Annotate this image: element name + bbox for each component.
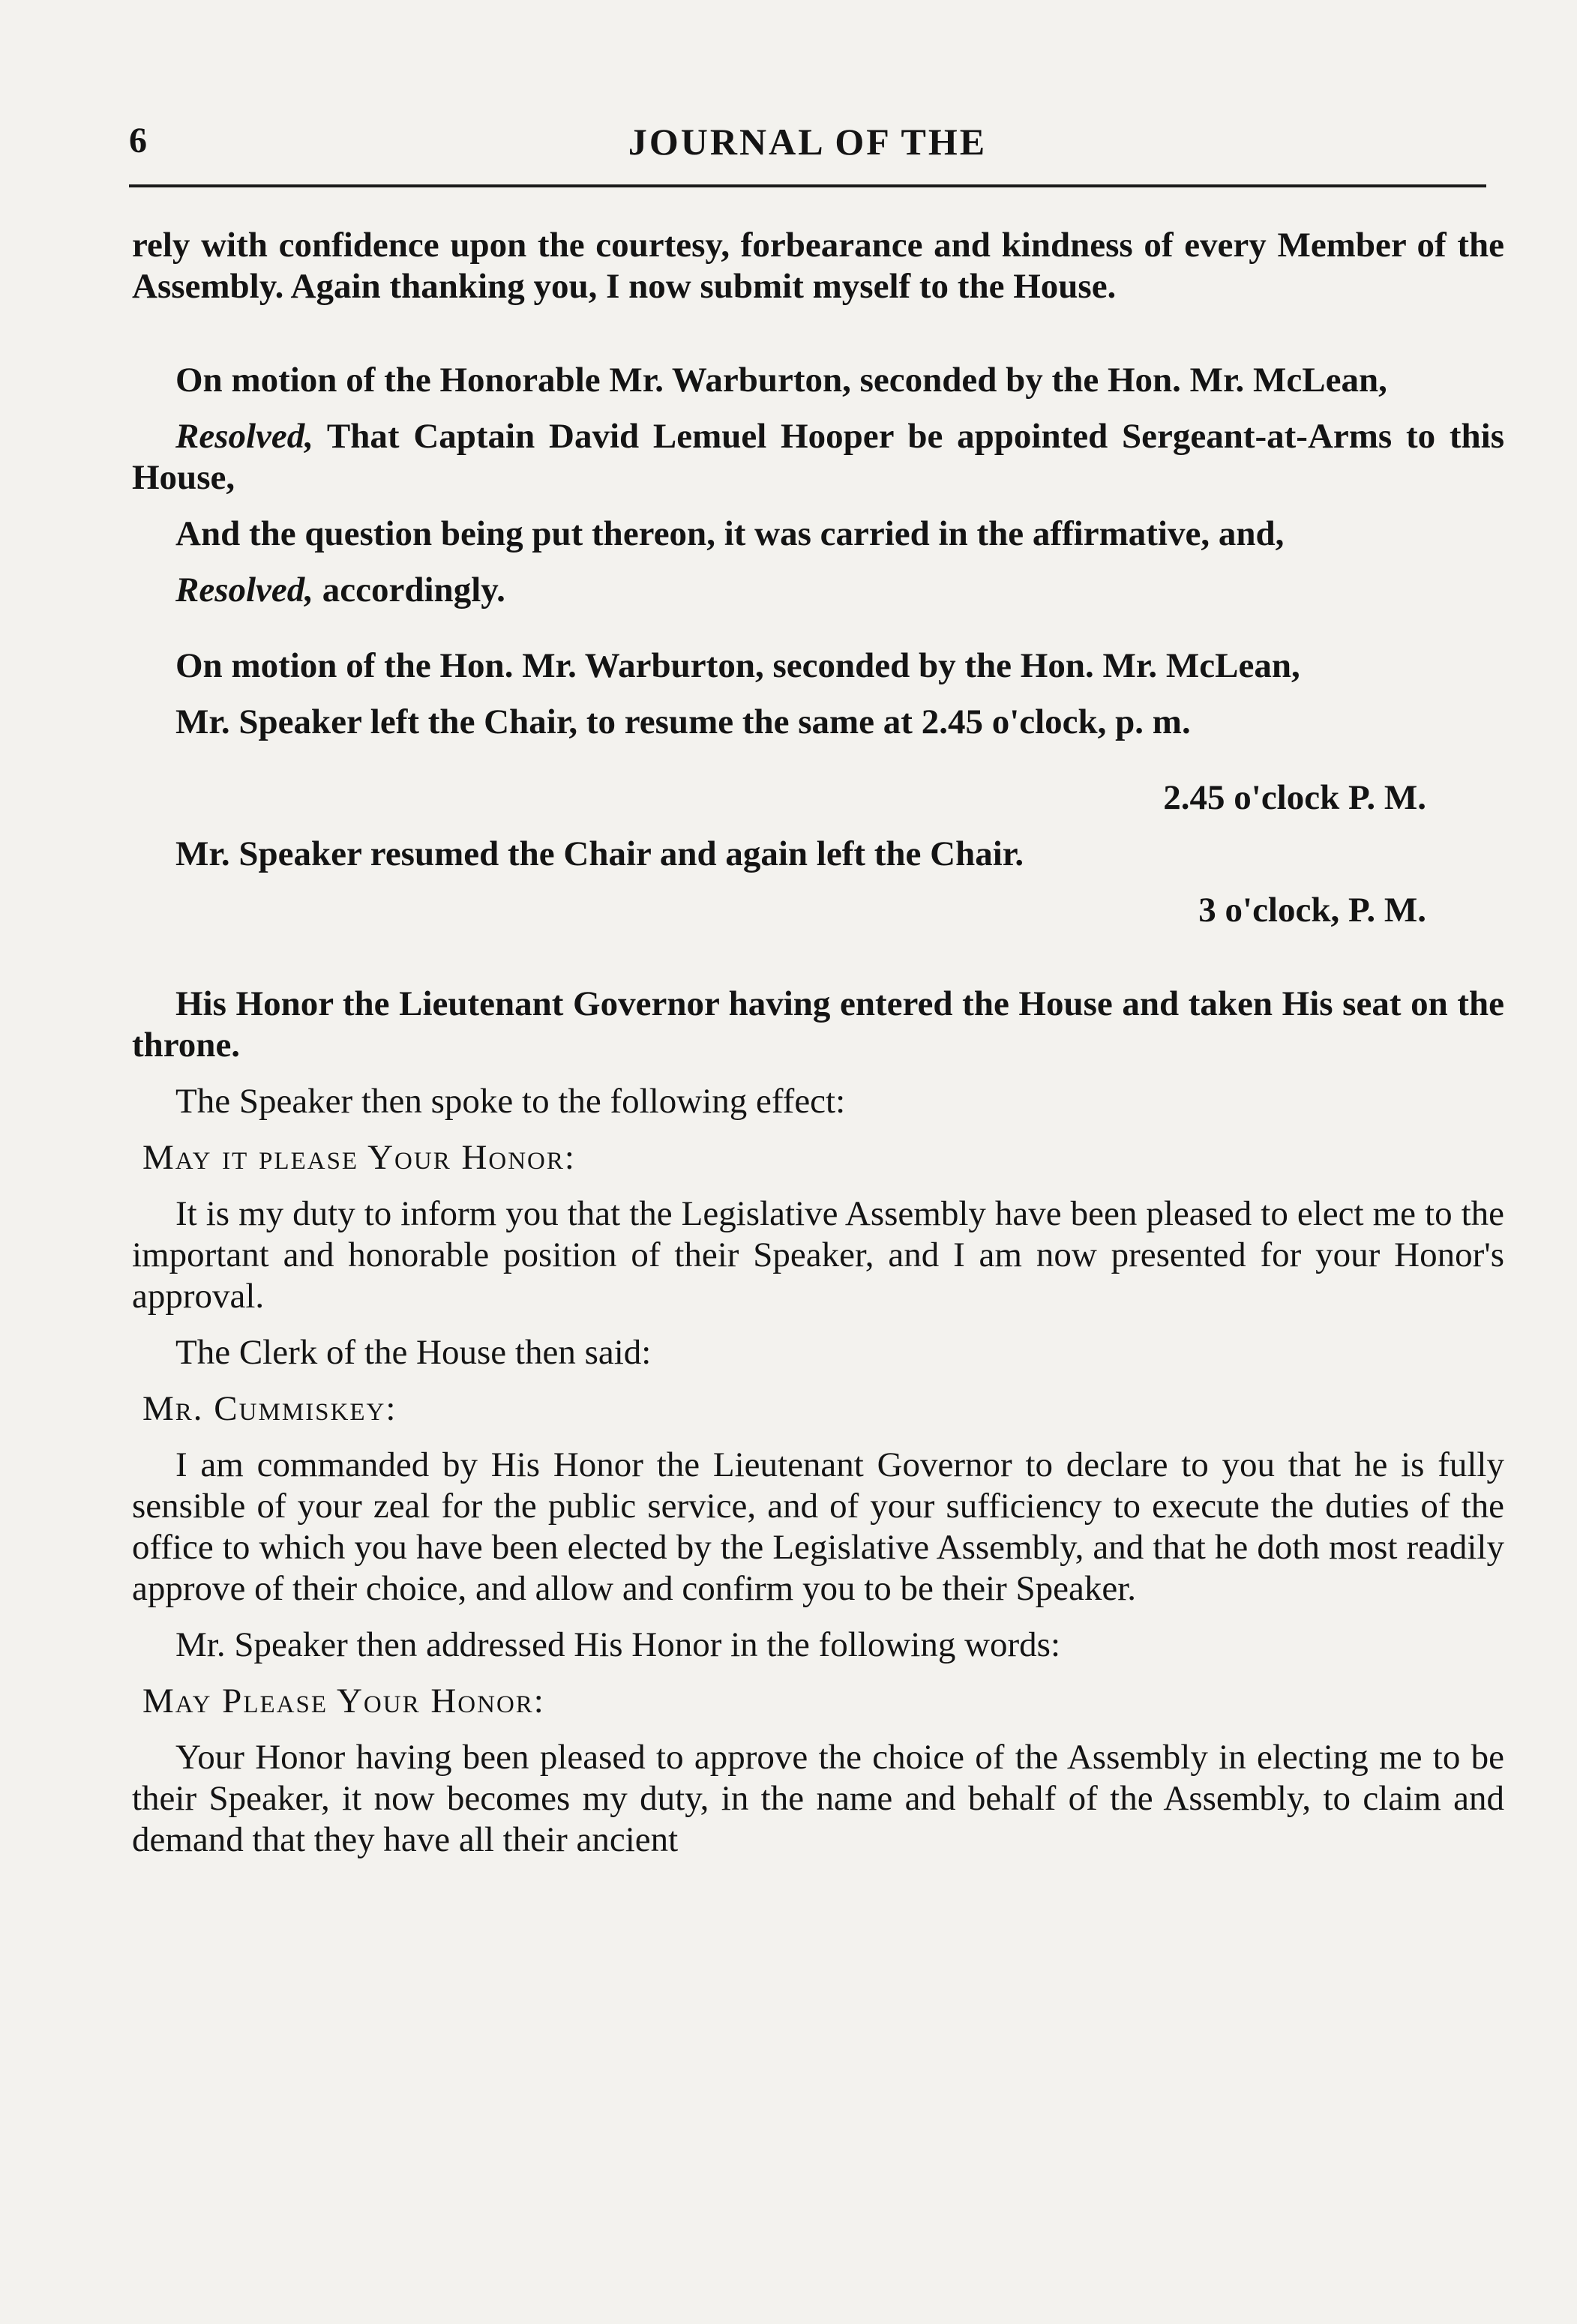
speaker-claim: Your Honor having been pleased to approve the choice of the Assembly in electing me to be their Speaker, it now becomes my duty, in the name and behalf of the Assembly, to claim and demand that they have all their ancient [132,1738,1504,1859]
speaker-spoke: The Speaker then spoke to the following effect: [175,1082,846,1121]
time-marker-3: 3 o'clock, P. M. [1198,891,1426,930]
speaker-addressed-honor: Mr. Speaker then addressed His Honor in the following words: [175,1625,1061,1664]
salutation-mr-cummiskey: Mr. Cummiskey: [142,1389,397,1428]
resolved-accordingly-text: accordingly. [313,571,505,609]
resolved-label-2: Resolved, [175,571,314,609]
lieutenant-governor-entered: His Honor the Lieutenant Governor having entered the House and taken His seat on the throne. [132,984,1504,1065]
resolution-text: That Captain David Lemuel Hooper be appointed Sergeant-at-Arms to this House, [132,417,1504,497]
resolved-label: Resolved, [175,417,314,456]
clerk-said: The Clerk of the House then said: [175,1333,652,1372]
salutation-may-please: May Please Your Honor: [142,1682,545,1721]
speaker-left-chair: Mr. Speaker left the Chair, to resume the same at 2.45 o'clock, p. m. [175,702,1191,741]
page-header [129,112,1486,172]
page-number: 6 [129,121,147,160]
time-marker-245: 2.45 o'clock P. M. [1163,778,1426,817]
clerk-declaration: I am commanded by His Honor the Lieutenant Governor to declare to you that he is fully sensible of your zeal for the public service, and of your sufficiency to execute the duties of the office to which you have been elected by the Legislative Assembly, and that he doth most readily approve of their choice, and allow and confirm you to be their Speaker. [132,1445,1504,1608]
motion-warburton: On motion of the Honorable Mr. Warburton, seconded by the Hon. Mr. McLean, [175,361,1387,400]
page-body [132,225,1504,1861]
paragraph-continuation: rely with confidence upon the courtesy, forbearance and kindness of every Member of the Assembly. Again thanking you, I now submit myself to the House. [132,226,1504,306]
resolved-accordingly [132,570,1504,611]
resolution-sergeant-at-arms [132,416,1504,499]
speaker-resumed-chair: Mr. Speaker resumed the Chair and again left the Chair. [175,834,1024,873]
running-head: JOURNAL OF THE [628,121,988,163]
motion-warburton-2: On motion of the Hon. Mr. Warburton, seconded by the Hon. Mr. McLean, [175,646,1300,685]
question-put: And the question being put thereon, it was carried in the affirmative, and, [175,514,1285,553]
speaker-address: It is my duty to inform you that the Legislative Assembly have been pleased to elect me to the important and honorable position of their Speaker, and I am now presented for your Honor's approval. [132,1194,1504,1316]
header-rule [129,184,1486,187]
salutation-may-it-please: May it please Your Honor: [142,1138,576,1177]
